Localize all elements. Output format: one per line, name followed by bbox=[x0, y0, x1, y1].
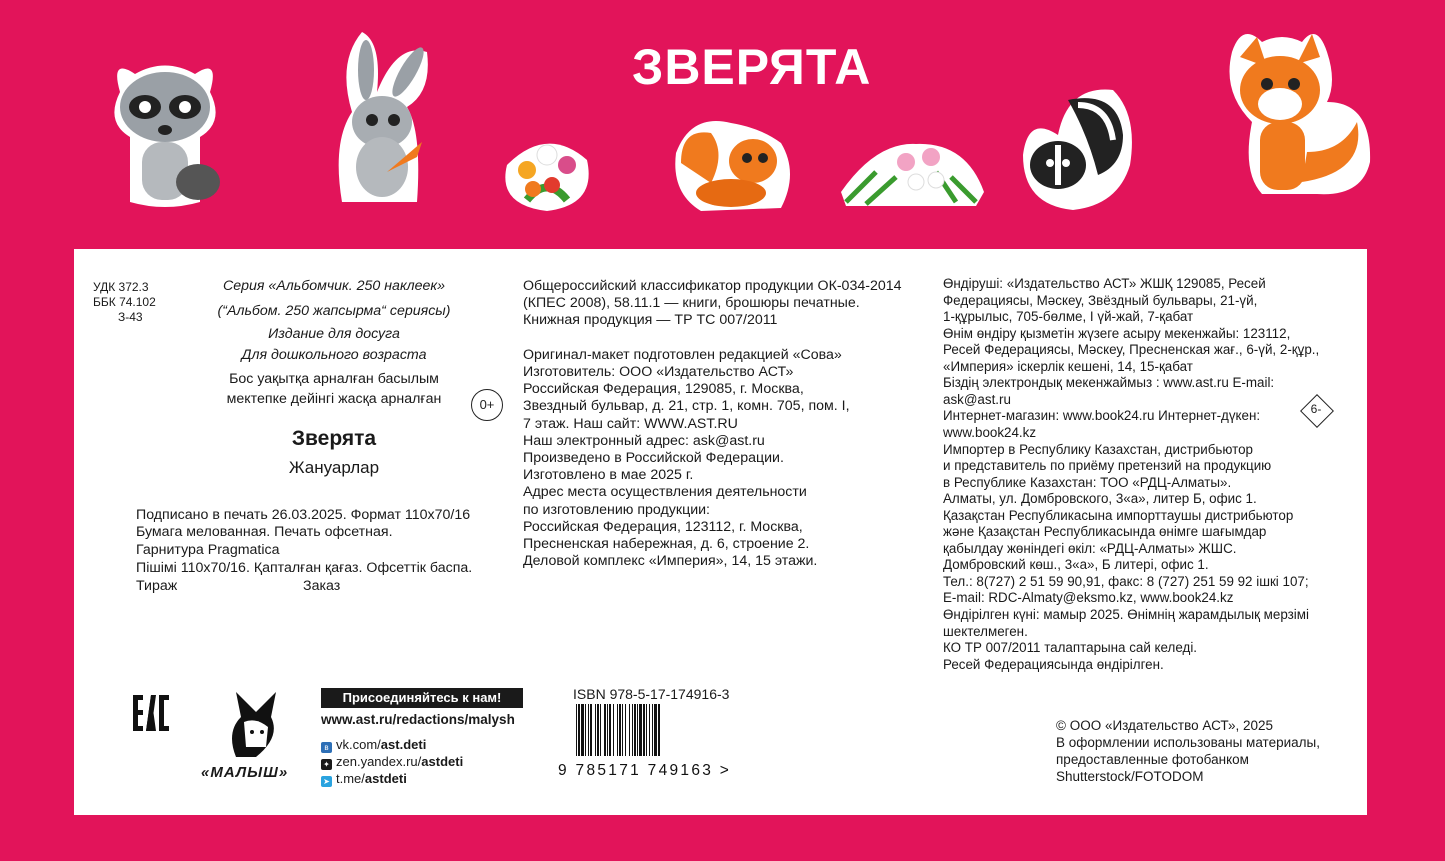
vk-icon: в bbox=[321, 742, 332, 753]
series-line-4: Для дошкольного возраста bbox=[241, 347, 427, 363]
publisher-website-link[interactable]: www.ast.ru/redactions/malysh bbox=[321, 712, 515, 727]
barcode-number: 9 785171 749163 > bbox=[558, 762, 732, 779]
imprint-line: Подписано в печать 26.03.2025. Формат 110х70/16 bbox=[136, 507, 471, 523]
malysh-logo-icon bbox=[226, 687, 286, 765]
flowers-bouquet-sticker bbox=[497, 125, 597, 213]
text-line: Ресей Федерациясы, Мәскеу, Пресненская жағ., 6-үй, 2-құр., bbox=[943, 342, 1320, 358]
copyright-line: © ООО «Издательство АСТ», 2025 bbox=[1056, 718, 1274, 733]
text-line: ask@ast.ru bbox=[943, 391, 1011, 407]
text-line: www.book24.kz bbox=[943, 424, 1037, 440]
eac-mark-icon bbox=[130, 692, 172, 734]
text-line: Алматы, ул. Домбровского, 3«а», литер Б, офис 1. bbox=[943, 491, 1257, 507]
zakaz-label: Заказ bbox=[303, 578, 341, 594]
text-line: және Қазақстан Республикасында өнімге шағымдар bbox=[943, 524, 1267, 540]
text-line: КО ТР 007/2011 талаптарына сай келеді. bbox=[943, 640, 1198, 656]
book-title-header: ЗВЕРЯТА bbox=[632, 39, 872, 95]
text-line: Российская Федерация, 123112, г. Москва, bbox=[523, 518, 803, 535]
text-line: Оригинал-макет подготовлен редакцией «Сова» bbox=[523, 346, 842, 363]
raccoon-sticker bbox=[100, 52, 230, 210]
text-line: Произведено в Российской Федерации. bbox=[523, 450, 784, 466]
text-line: Наш электронный адрес: ask@ast.ru bbox=[523, 432, 765, 449]
author-code: З-43 bbox=[118, 310, 143, 324]
barcode-icon bbox=[574, 704, 739, 756]
flowers-meadow-sticker bbox=[836, 132, 988, 208]
text-line: Деловой комплекс «Империя», 14, 15 этажи. bbox=[523, 553, 818, 570]
series-line-1: Серия «Альбомчик. 250 наклеек» bbox=[222, 278, 446, 294]
text-line: Российская Федерация, 129085, г. Москва, bbox=[523, 381, 804, 398]
text-line: Ресей Федерациясында өндірілген. bbox=[943, 656, 1164, 672]
series-line-2: (“Альбом. 250 жапсырма“ сериясы) bbox=[217, 303, 451, 319]
zen-link[interactable]: ✦ zen.yandex.ru/astdeti bbox=[321, 754, 463, 770]
join-us-banner: Присоединяйтесь к нам! bbox=[321, 688, 523, 708]
safety-mark bbox=[1301, 395, 1331, 425]
publisher-logo-text: «МАЛЫШ» bbox=[201, 764, 289, 781]
telegram-icon: ➤ bbox=[321, 776, 332, 787]
book-title: Зверята bbox=[291, 427, 377, 450]
text-line: Импортер в Республику Казахстан, дистрибьютор bbox=[943, 441, 1253, 457]
copyright-line: В оформлении использованы материалы, bbox=[1056, 735, 1320, 750]
isbn: ISBN 978-5-17-174916-3 bbox=[573, 686, 730, 702]
telegram-link[interactable]: ➤ t.me/astdeti bbox=[321, 771, 407, 787]
bbk-code: ББК 74.102 bbox=[93, 295, 156, 309]
text-line: Адрес места осуществления деятельности bbox=[523, 484, 807, 501]
rabbit-sticker bbox=[322, 32, 437, 212]
text-line: Интернет-магазин: www.book24.ru Интернет-дүкен: bbox=[943, 408, 1261, 424]
series-line-6: мектепке дейінгі жасқа арналған bbox=[226, 391, 442, 407]
text-line: Тел.: 8(727) 2 51 59 90,91, факс: 8 (727) 251 59 92 ішкі 107; bbox=[943, 573, 1309, 589]
text-line: Изготовлено в мае 2025 г. bbox=[523, 467, 694, 484]
skunk-sticker bbox=[1018, 75, 1138, 215]
text-line: қабылдау жөніндегі өкіл: «РДЦ-Алматы» ЖШС. bbox=[943, 540, 1237, 556]
safety-mark-label: 6- bbox=[1310, 402, 1322, 416]
text-line: Домбровский көш., 3«а», Б литері, офис 1. bbox=[943, 557, 1209, 573]
text-line: Звездный бульвар, д. 21, стр. 1, комн. 705, пом. I, bbox=[523, 398, 850, 415]
text-line: Өнім өндіру қызметін жүзеге асыру мекенжайы: 123112, bbox=[943, 325, 1291, 341]
squirrel-sticker bbox=[671, 113, 801, 215]
copyright-line: Shutterstock/FOTODOM bbox=[1056, 769, 1204, 784]
text-line: и представитель по приёму претензий на продукцию bbox=[943, 458, 1272, 474]
age-rating-badge: 0+ bbox=[471, 389, 503, 421]
text-line: шектелмеген. bbox=[943, 623, 1028, 639]
tirazh-label: Тираж bbox=[136, 578, 178, 594]
text-line: (КПЕС 2008), 58.11.1 — книги, брошюры печатные. bbox=[523, 295, 860, 312]
udk-code: УДК 372.3 bbox=[93, 280, 149, 294]
text-line: в Республике Казахстан: ТОО «РДЦ-Алматы». bbox=[943, 474, 1232, 490]
book-subtitle: Жануарлар bbox=[288, 458, 380, 477]
imprint-line: Гарнитура Pragmatica bbox=[136, 542, 280, 558]
series-line-5: Бос уақытқа арналған басылым bbox=[229, 371, 439, 387]
vk-link[interactable]: в vk.com/ast.deti bbox=[321, 737, 426, 753]
text-line: 7 этаж. Наш сайт: WWW.AST.RU bbox=[523, 415, 738, 432]
imprint-line: Пішімі 110х70/16. Қапталған қағаз. Офсеттік баспа. bbox=[136, 560, 473, 576]
text-line: Қазақстан Республикасына импорттаушы дистрибьютор bbox=[943, 507, 1294, 523]
copyright-line: предоставленные фотобанком bbox=[1056, 752, 1249, 767]
series-line-3: Издание для досуга bbox=[268, 326, 400, 342]
text-line: Өндірілген күні: мамыр 2025. Өнімнің жарамдылық мерзімі bbox=[943, 607, 1309, 622]
imprint-line: Бумага мелованная. Печать офсетная. bbox=[136, 524, 393, 540]
zen-icon: ✦ bbox=[321, 759, 332, 770]
text-line: Өндіруші: «Издательство АСТ» ЖШҚ 129085, Ресей bbox=[943, 276, 1266, 291]
text-line: Пресненская набережная, д. 6, строение 2. bbox=[523, 536, 810, 552]
fox-sticker bbox=[1222, 22, 1374, 198]
text-line: Общероссийский классификатор продукции ОК-034-2014 bbox=[523, 278, 902, 294]
text-line: Изготовитель: ООО «Издательство АСТ» bbox=[523, 364, 794, 380]
text-line: Біздің электрондық мекенжаймыз : www.ast.ru E-mail: bbox=[943, 375, 1275, 391]
text-line: «Империя» іскерлік кешені, 14, 15-қабат bbox=[943, 358, 1193, 374]
text-line: по изготовлению продукции: bbox=[523, 501, 710, 518]
text-line: 1-құрылыс, 705-бөлме, І үй-жай, 7-қабат bbox=[943, 309, 1194, 325]
imprint-panel bbox=[74, 249, 1367, 815]
text-line: Федерациясы, Мәскеу, Звёздный бульвары, 21-үй, bbox=[943, 292, 1258, 308]
text-line: E-mail: RDC-Almaty@eksmo.kz, www.book24.kz bbox=[943, 590, 1234, 606]
text-line: Книжная продукция — ТР ТС 007/2011 bbox=[523, 312, 778, 329]
